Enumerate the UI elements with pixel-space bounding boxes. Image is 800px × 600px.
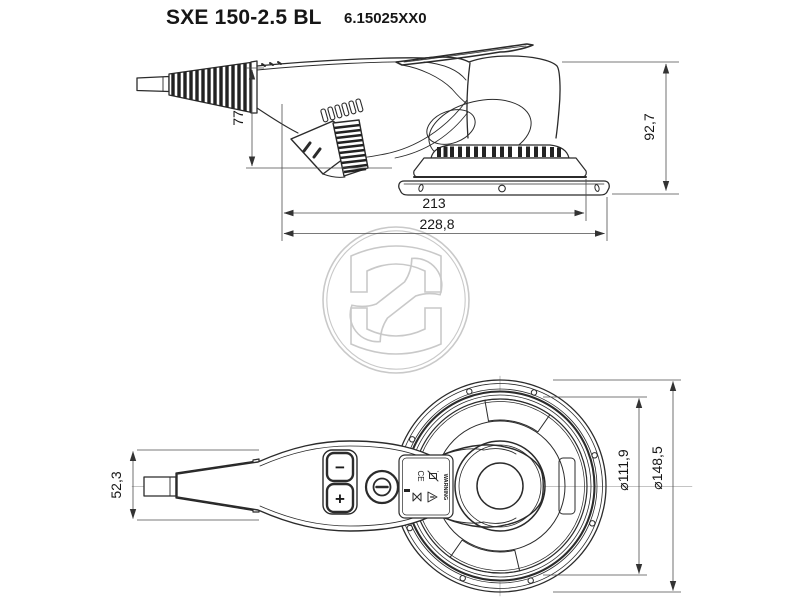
- side-view: [137, 44, 609, 195]
- handle-body: [177, 441, 543, 531]
- top-view: [132, 376, 692, 596]
- vent-slots: [320, 99, 363, 123]
- dim-handle-width: 52,3: [108, 471, 124, 499]
- model-title: SXE 150-2.5 BL: [166, 6, 322, 29]
- cable: [137, 77, 169, 92]
- part-number: 6.15025XX0: [344, 10, 427, 27]
- strain-relief: [169, 62, 254, 113]
- pad-body: [414, 158, 587, 177]
- motor-dome: [425, 56, 560, 138]
- ce-mark: CE: [416, 470, 425, 482]
- warning-text: WARNING: [442, 473, 448, 501]
- watermark-middle-beam: [342, 251, 450, 350]
- dim-pad-length: 213: [422, 195, 446, 211]
- watermark-top-bar: [351, 246, 441, 292]
- dim-total-height: 92,7: [641, 113, 657, 141]
- dim-total-length: 228,8: [419, 216, 455, 232]
- dim-handle-height: 77: [230, 110, 246, 126]
- cable-top: [144, 477, 176, 496]
- speed-minus-glyph: −: [335, 458, 345, 477]
- dim-inner-diameter: ⌀111,9: [615, 449, 631, 491]
- base-plate: [399, 181, 610, 195]
- dim-outer-diameter: ⌀148,5: [649, 446, 665, 490]
- metabo-watermark-logo: [323, 227, 469, 373]
- watermark-bottom-bar: [351, 308, 441, 354]
- speed-plus-glyph: +: [335, 489, 345, 509]
